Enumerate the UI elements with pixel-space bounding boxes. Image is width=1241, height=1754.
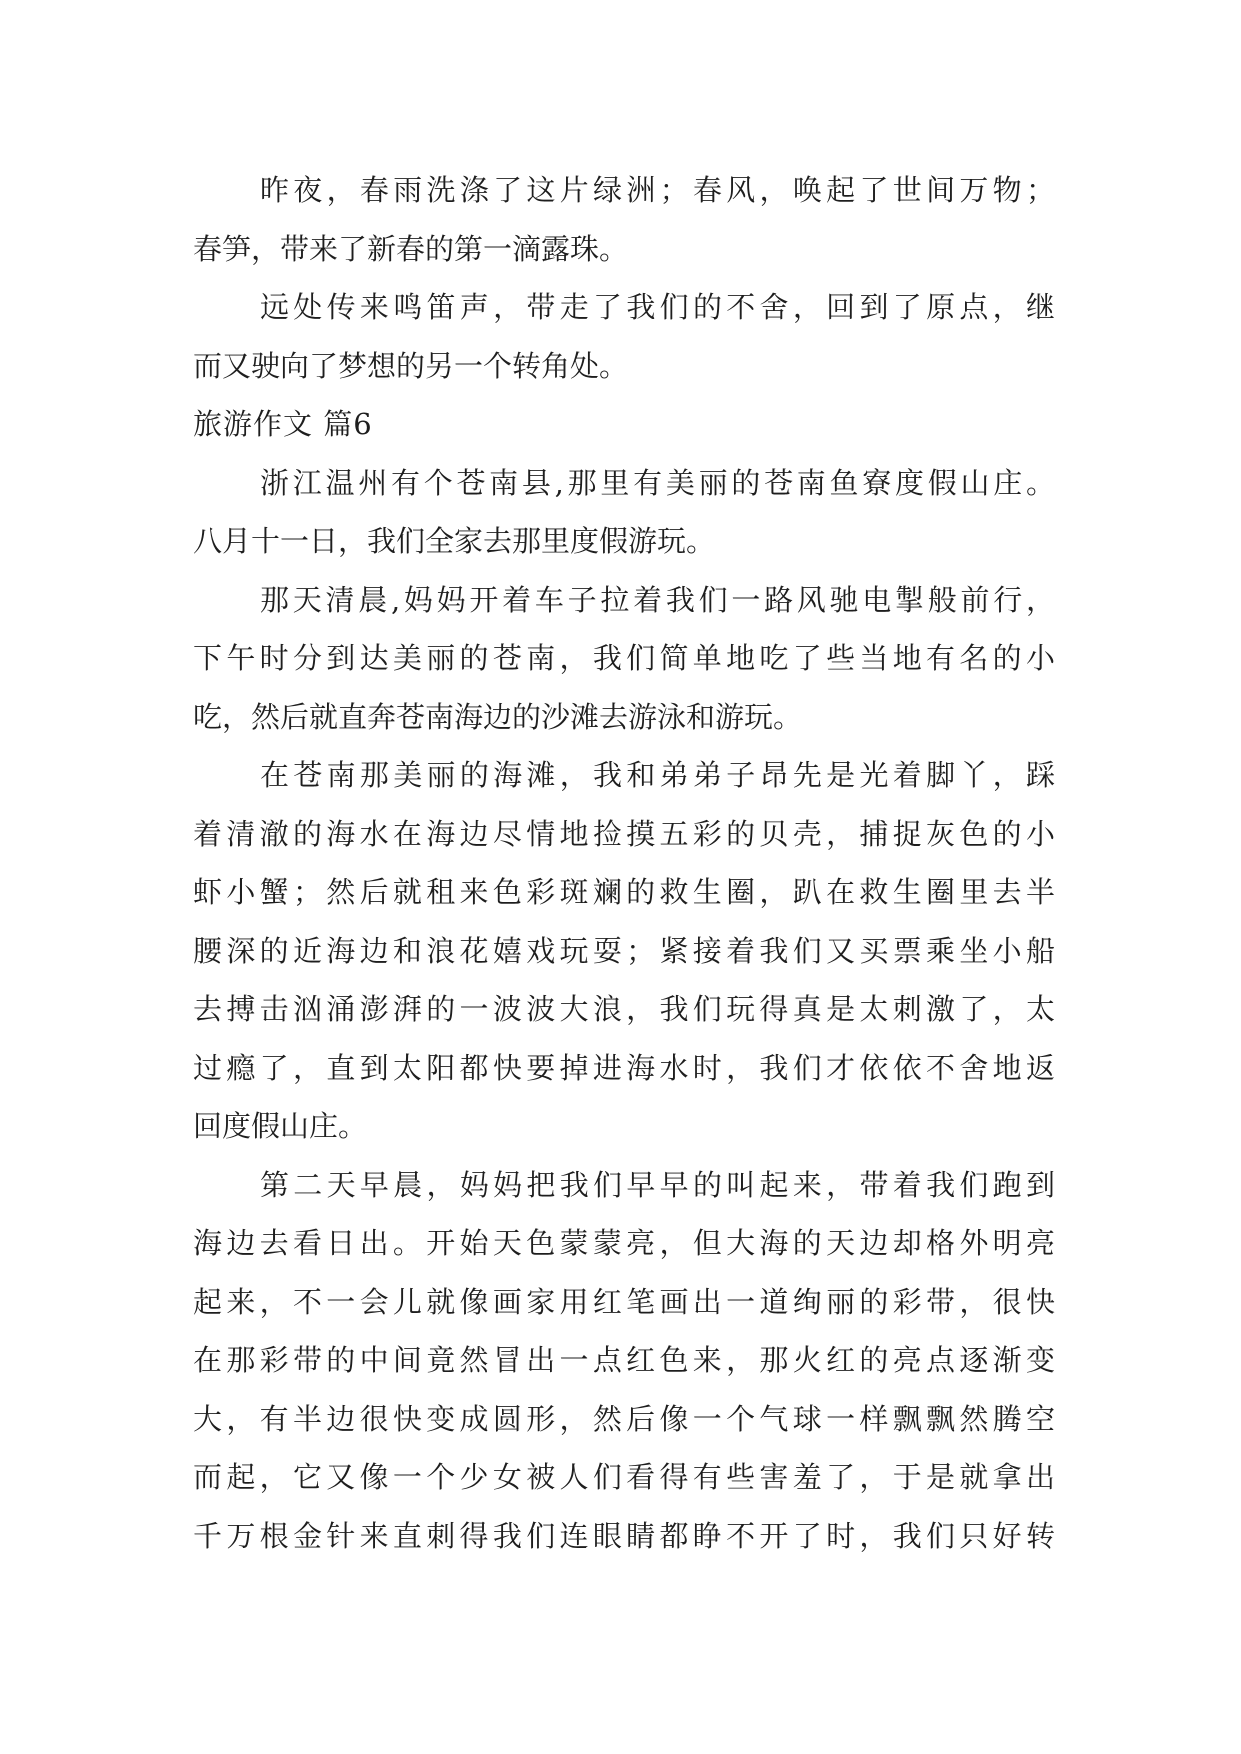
text-line: 第二天早晨，妈妈把我们早早的叫起来，带着我们跑到 bbox=[260, 1167, 1055, 1202]
text-line: 下午时分到达美丽的苍南，我们简单地吃了些当地有名的小 bbox=[193, 641, 1055, 675]
text-line: 那天清晨,妈妈开着车子拉着我们一路风驰电掣般前行， bbox=[260, 582, 1055, 617]
text-line: 过瘾了，直到太阳都快要掉进海水时，我们才依依不舍地返 bbox=[193, 1050, 1055, 1085]
text-line: 海边去看日出。开始天色蒙蒙亮，但大海的天边却格外明亮 bbox=[193, 1226, 1055, 1260]
paragraph bbox=[193, 161, 1055, 278]
paragraph bbox=[193, 1156, 1055, 1566]
text-line: 而起，它又像一个少女被人们看得有些害羞了，于是就拿出 bbox=[193, 1460, 1055, 1494]
text-line: 着清澈的海水在海边尽情地捡摸五彩的贝壳，捕捉灰色的小 bbox=[193, 816, 1055, 851]
text-line: 起来，不一会儿就像画家用红笔画出一道绚丽的彩带，很快 bbox=[193, 1284, 1055, 1319]
text-line: 在那彩带的中间竟然冒出一点红色来，那火红的亮点逐渐变 bbox=[193, 1343, 1055, 1377]
text-line: 大，有半边很快变成圆形，然后像一个气球一样飘飘然腾空 bbox=[193, 1401, 1055, 1436]
text-line: 在苍南那美丽的海滩，我和弟弟子昂先是光着脚丫，踩 bbox=[260, 758, 1055, 792]
paragraph bbox=[193, 278, 1055, 395]
text-line: 去搏击汹涌澎湃的一波波大浪，我们玩得真是太刺激了，太 bbox=[193, 992, 1055, 1026]
paragraph bbox=[193, 454, 1055, 571]
paragraph bbox=[193, 571, 1055, 747]
text-line: 回度假山庄。 bbox=[193, 1109, 368, 1143]
document-page bbox=[193, 161, 1055, 1565]
text-line: 八月十一日，我们全家去那里度假游玩。 bbox=[193, 524, 716, 558]
text-line: 腰深的近海边和浪花嬉戏玩耍；紧接着我们又买票乘坐小船 bbox=[193, 933, 1055, 968]
section-heading: 旅游作文 篇6 bbox=[193, 407, 373, 441]
paragraph bbox=[193, 746, 1055, 1156]
text-line: 吃，然后就直奔苍南海边的沙滩去游泳和游玩。 bbox=[193, 699, 803, 734]
text-line: 虾小蟹；然后就租来色彩斑斓的救生圈，趴在救生圈里去半 bbox=[193, 875, 1055, 909]
text-line: 而又驶向了梦想的另一个转角处。 bbox=[193, 348, 629, 383]
text-line: 春笋，带来了新春的第一滴露珠。 bbox=[193, 231, 629, 266]
text-line: 昨夜，春雨洗涤了这片绿洲；春风，唤起了世间万物； bbox=[260, 173, 1055, 207]
text-line: 浙江温州有个苍南县,那里有美丽的苍南鱼寮度假山庄。 bbox=[260, 465, 1055, 500]
text-line: 远处传来鸣笛声，带走了我们的不舍，回到了原点，继 bbox=[260, 290, 1055, 324]
text-line: 千万根金针来直刺得我们连眼睛都睁不开了时，我们只好转 bbox=[193, 1518, 1055, 1553]
